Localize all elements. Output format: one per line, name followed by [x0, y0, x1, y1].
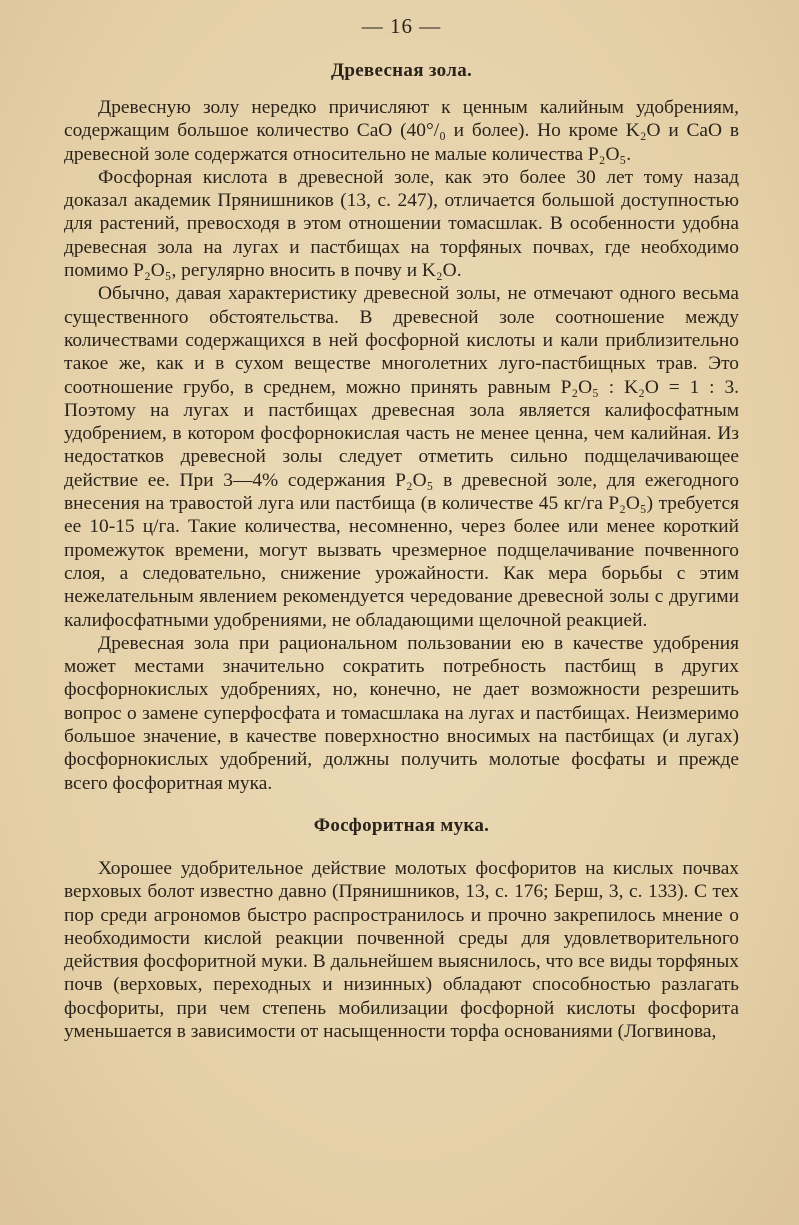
section-title-phosphorite-flour: Фосфоритная мука. — [313, 814, 490, 836]
paragraph-4: Древесная зола при рациональном пользовании ею в качестве удобрения может местами значительно сократить потребность пастбищ в других фосфорнокислых удобрениях, но, конечно, не дает возможности резрешить вопрос о замене суперфосфата и томасшлака на лугах и пастбищах. Неизмеримо большое значение, в качестве поверхностно вносимых на пастбищах (и лугах) фосфорнокислых удобрений, должны получить молотые фосфаты и прежде всего фосфоритная мука. — [64, 632, 739, 794]
paragraph-2: Фосфорная кислота в древесной золе, как это более 30 лет тому назад доказал академик Прянишников (13, с. 247), отличается большой доступностью для растений, превосходя в этом отношении томасшлак. В особенности удобна древесная зола на лугах и пастбищах на торфяных почвах, где необходимо помимо P₂O₅, регулярно вносить в почву и K₂O. — [64, 166, 739, 282]
paragraph-3: Обычно, давая характеристику древесной золы, не отмечают одного весьма существенного обстоятельства. В древесной золе соотношение между количествами содержащихся в ней фосфорной кислоты и кали приблизительно такое же, как и в сухом веществе многолетних луго-пастбищных трав. Это соотношение грубо, в среднем, можно принять равным P₂O₅ : K₂O = 1 : 3. Поэтому на лугах и пастбищах древесная зола является калифосфатным удобрением, в котором фосфорнокислая часть не менее ценна, чем калийная. Из недостатков древесной золы следует отметить сильно подщелачивающее действие ее. При 3—4% содержания P₂O₅ в древесной золе, для ежегодного внесения на травостой луга или пастбища (в количестве 45 кг/га P₂O₅) требуется ее 10-15 ц/га. Такие количества, несомненно, через более или менее короткий промежуток времени, могут вызвать чрезмерное подщелачивание почвенного слоя, а следовательно, снижение урожайности. Как мера борьбы с этим нежелательным явлением рекомендуется чередование древесной золы с другими калифосфатными удобрениями, не обладающими щелочной реакцией. — [64, 283, 739, 631]
paragraph-1: Древесную золу нередко причисляют к ценным калийным удобрениям, содержащим большое количество CaO (40°/₀ и более). Но кроме K₂O и CaO в древесной золе содержатся относительно не малые количества P₂O₅. — [64, 97, 739, 165]
section-title-wood-ash: Древесная зола. — [330, 60, 473, 81]
page-number: — 16 — — [361, 14, 442, 38]
paragraph-5: Хорошее удобрительное действие молотых фосфоритов на кислых почвах верховых болот известно давно (Прянишников, 13, с. 176; Берш, 3, с. 133). С тех пор среди агрономов быстро распространилось и прочно закрепилось мнение о необходимости кислой реакции почвенной среды для удовлетворительного действия фосфоритной муки. В дальнейшем выяснилось, что все виды торфяных почв (верховых, переходных и низинных) обладают способностью разлагать фосфориты, при чем степень мобилизации фосфорной кислоты фосфорита уменьшается в зависимости от насыщенности торфа основаниями (Логвинова, — [64, 857, 739, 1042]
